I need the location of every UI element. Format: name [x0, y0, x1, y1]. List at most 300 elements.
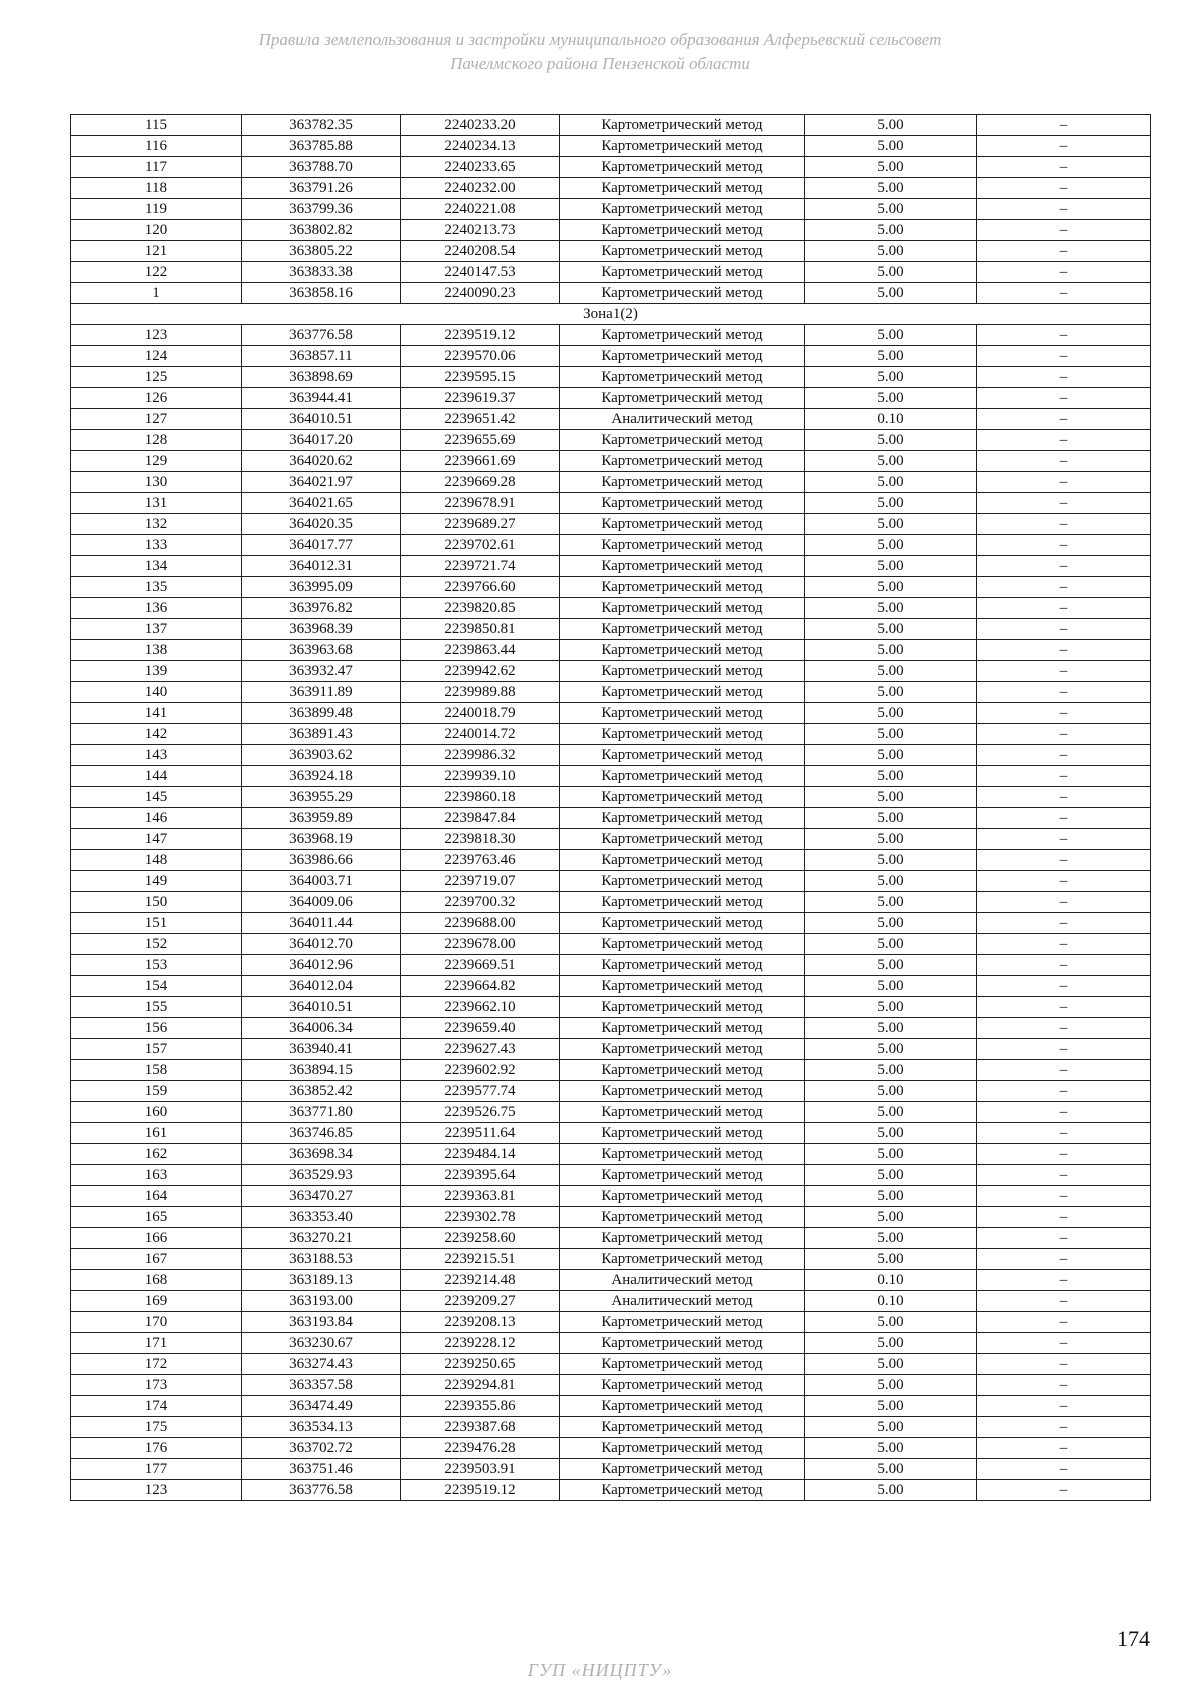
point-number-cell: 146: [71, 808, 242, 829]
method-cell: Картометрический метод: [560, 220, 805, 241]
y-coordinate-cell: 2239355.86: [401, 1396, 560, 1417]
y-coordinate-cell: 2239503.91: [401, 1459, 560, 1480]
y-coordinate-cell: 2240090.23: [401, 283, 560, 304]
y-coordinate-cell: 2239818.30: [401, 829, 560, 850]
y-coordinate-cell: 2239678.00: [401, 934, 560, 955]
note-cell: –: [977, 913, 1151, 934]
table-row: [71, 241, 1151, 262]
x-coordinate-cell: 363891.43: [242, 724, 401, 745]
precision-cell: 5.00: [805, 1354, 977, 1375]
precision-cell: 5.00: [805, 1102, 977, 1123]
point-number-cell: 130: [71, 472, 242, 493]
y-coordinate-cell: 2239989.88: [401, 682, 560, 703]
note-cell: –: [977, 934, 1151, 955]
method-cell: Картометрический метод: [560, 346, 805, 367]
table-row: [71, 1270, 1151, 1291]
precision-cell: 5.00: [805, 955, 977, 976]
point-number-cell: 147: [71, 829, 242, 850]
method-cell: Картометрический метод: [560, 850, 805, 871]
point-number-cell: 138: [71, 640, 242, 661]
point-number-cell: 153: [71, 955, 242, 976]
precision-cell: 5.00: [805, 388, 977, 409]
point-number-cell: 139: [71, 661, 242, 682]
point-number-cell: 132: [71, 514, 242, 535]
x-coordinate-cell: 364021.97: [242, 472, 401, 493]
point-number-cell: 154: [71, 976, 242, 997]
precision-cell: 5.00: [805, 1396, 977, 1417]
zone-header-row: [71, 304, 1151, 325]
coordinates-table: [70, 114, 1151, 1501]
y-coordinate-cell: 2240213.73: [401, 220, 560, 241]
table-row: [71, 262, 1151, 283]
precision-cell: 5.00: [805, 1165, 977, 1186]
y-coordinate-cell: 2239214.48: [401, 1270, 560, 1291]
note-cell: –: [977, 1270, 1151, 1291]
y-coordinate-cell: 2239863.44: [401, 640, 560, 661]
note-cell: –: [977, 829, 1151, 850]
method-cell: Картометрический метод: [560, 577, 805, 598]
note-cell: –: [977, 535, 1151, 556]
precision-cell: 0.10: [805, 1270, 977, 1291]
method-cell: Картометрический метод: [560, 325, 805, 346]
precision-cell: 5.00: [805, 1459, 977, 1480]
method-cell: Картометрический метод: [560, 1186, 805, 1207]
y-coordinate-cell: 2239619.37: [401, 388, 560, 409]
method-cell: Картометрический метод: [560, 1459, 805, 1480]
table-row: [71, 1291, 1151, 1312]
point-number-cell: 133: [71, 535, 242, 556]
method-cell: Картометрический метод: [560, 808, 805, 829]
precision-cell: 5.00: [805, 766, 977, 787]
method-cell: Картометрический метод: [560, 556, 805, 577]
header-line-2: Пачелмского района Пензенской области: [450, 54, 750, 73]
table-row: [71, 598, 1151, 619]
note-cell: –: [977, 745, 1151, 766]
precision-cell: 5.00: [805, 850, 977, 871]
table-row: [71, 640, 1151, 661]
precision-cell: 5.00: [805, 724, 977, 745]
y-coordinate-cell: 2239766.60: [401, 577, 560, 598]
y-coordinate-cell: 2239939.10: [401, 766, 560, 787]
method-cell: Картометрический метод: [560, 1396, 805, 1417]
method-cell: Картометрический метод: [560, 1417, 805, 1438]
y-coordinate-cell: 2239519.12: [401, 325, 560, 346]
x-coordinate-cell: 364006.34: [242, 1018, 401, 1039]
x-coordinate-cell: 363270.21: [242, 1228, 401, 1249]
method-cell: Картометрический метод: [560, 1312, 805, 1333]
method-cell: Картометрический метод: [560, 703, 805, 724]
note-cell: –: [977, 220, 1151, 241]
y-coordinate-cell: 2239678.91: [401, 493, 560, 514]
x-coordinate-cell: 363903.62: [242, 745, 401, 766]
point-number-cell: 162: [71, 1144, 242, 1165]
x-coordinate-cell: 364012.31: [242, 556, 401, 577]
table-row: [71, 283, 1151, 304]
note-cell: –: [977, 619, 1151, 640]
precision-cell: 5.00: [805, 892, 977, 913]
method-cell: Аналитический метод: [560, 1270, 805, 1291]
y-coordinate-cell: 2239651.42: [401, 409, 560, 430]
x-coordinate-cell: 363894.15: [242, 1060, 401, 1081]
table-row: [71, 1417, 1151, 1438]
table-row: [71, 955, 1151, 976]
point-number-cell: 168: [71, 1270, 242, 1291]
table-row: [71, 619, 1151, 640]
point-number-cell: 149: [71, 871, 242, 892]
x-coordinate-cell: 363189.13: [242, 1270, 401, 1291]
method-cell: Картометрический метод: [560, 682, 805, 703]
note-cell: –: [977, 1228, 1151, 1249]
table-row: [71, 430, 1151, 451]
x-coordinate-cell: 363534.13: [242, 1417, 401, 1438]
table-row: [71, 1228, 1151, 1249]
y-coordinate-cell: 2239570.06: [401, 346, 560, 367]
x-coordinate-cell: 363924.18: [242, 766, 401, 787]
y-coordinate-cell: 2239387.68: [401, 1417, 560, 1438]
precision-cell: 5.00: [805, 262, 977, 283]
x-coordinate-cell: 363776.58: [242, 325, 401, 346]
method-cell: Картометрический метод: [560, 787, 805, 808]
y-coordinate-cell: 2240234.13: [401, 136, 560, 157]
table-row: [71, 1312, 1151, 1333]
point-number-cell: 145: [71, 787, 242, 808]
precision-cell: 5.00: [805, 682, 977, 703]
point-number-cell: 158: [71, 1060, 242, 1081]
y-coordinate-cell: 2239659.40: [401, 1018, 560, 1039]
x-coordinate-cell: 363274.43: [242, 1354, 401, 1375]
method-cell: Картометрический метод: [560, 871, 805, 892]
precision-cell: 5.00: [805, 1018, 977, 1039]
x-coordinate-cell: 363782.35: [242, 115, 401, 136]
point-number-cell: 1: [71, 283, 242, 304]
table-row: [71, 115, 1151, 136]
table-row: [71, 220, 1151, 241]
point-number-cell: 164: [71, 1186, 242, 1207]
table-row: [71, 976, 1151, 997]
y-coordinate-cell: 2239860.18: [401, 787, 560, 808]
note-cell: –: [977, 136, 1151, 157]
method-cell: Картометрический метод: [560, 1228, 805, 1249]
note-cell: –: [977, 976, 1151, 997]
method-cell: Картометрический метод: [560, 913, 805, 934]
table-row: [71, 1123, 1151, 1144]
note-cell: –: [977, 472, 1151, 493]
table-row: [71, 136, 1151, 157]
y-coordinate-cell: 2240221.08: [401, 199, 560, 220]
point-number-cell: 172: [71, 1354, 242, 1375]
note-cell: –: [977, 1165, 1151, 1186]
note-cell: –: [977, 199, 1151, 220]
precision-cell: 5.00: [805, 619, 977, 640]
method-cell: Картометрический метод: [560, 829, 805, 850]
precision-cell: 5.00: [805, 913, 977, 934]
y-coordinate-cell: 2239484.14: [401, 1144, 560, 1165]
precision-cell: 5.00: [805, 178, 977, 199]
point-number-cell: 116: [71, 136, 242, 157]
table-row: [71, 745, 1151, 766]
note-cell: –: [977, 1144, 1151, 1165]
note-cell: –: [977, 1375, 1151, 1396]
table-row: [71, 829, 1151, 850]
y-coordinate-cell: 2239655.69: [401, 430, 560, 451]
method-cell: Картометрический метод: [560, 178, 805, 199]
note-cell: –: [977, 997, 1151, 1018]
table-row: [71, 178, 1151, 199]
table-row: [71, 1165, 1151, 1186]
note-cell: –: [977, 157, 1151, 178]
method-cell: Картометрический метод: [560, 430, 805, 451]
table-row: [71, 1438, 1151, 1459]
table-row: [71, 787, 1151, 808]
note-cell: –: [977, 388, 1151, 409]
precision-cell: 5.00: [805, 199, 977, 220]
table-row: [71, 535, 1151, 556]
note-cell: –: [977, 493, 1151, 514]
table-row: [71, 409, 1151, 430]
point-number-cell: 143: [71, 745, 242, 766]
method-cell: Картометрический метод: [560, 955, 805, 976]
precision-cell: 5.00: [805, 493, 977, 514]
y-coordinate-cell: 2239763.46: [401, 850, 560, 871]
note-cell: –: [977, 1354, 1151, 1375]
point-number-cell: 155: [71, 997, 242, 1018]
x-coordinate-cell: 364012.04: [242, 976, 401, 997]
point-number-cell: 175: [71, 1417, 242, 1438]
precision-cell: 5.00: [805, 1438, 977, 1459]
precision-cell: 5.00: [805, 808, 977, 829]
method-cell: Картометрический метод: [560, 1165, 805, 1186]
table-row: [71, 325, 1151, 346]
table-row: [71, 997, 1151, 1018]
point-number-cell: 152: [71, 934, 242, 955]
method-cell: Картометрический метод: [560, 619, 805, 640]
table-row: [71, 1333, 1151, 1354]
method-cell: Картометрический метод: [560, 934, 805, 955]
y-coordinate-cell: 2239986.32: [401, 745, 560, 766]
table-row: [71, 682, 1151, 703]
precision-cell: 5.00: [805, 787, 977, 808]
y-coordinate-cell: 2239847.84: [401, 808, 560, 829]
point-number-cell: 151: [71, 913, 242, 934]
method-cell: Аналитический метод: [560, 409, 805, 430]
note-cell: –: [977, 724, 1151, 745]
y-coordinate-cell: 2240018.79: [401, 703, 560, 724]
y-coordinate-cell: 2239363.81: [401, 1186, 560, 1207]
note-cell: –: [977, 871, 1151, 892]
y-coordinate-cell: 2239511.64: [401, 1123, 560, 1144]
method-cell: Картометрический метод: [560, 1333, 805, 1354]
precision-cell: 5.00: [805, 829, 977, 850]
note-cell: –: [977, 178, 1151, 199]
note-cell: –: [977, 262, 1151, 283]
point-number-cell: 131: [71, 493, 242, 514]
y-coordinate-cell: 2239215.51: [401, 1249, 560, 1270]
precision-cell: 5.00: [805, 577, 977, 598]
precision-cell: 5.00: [805, 241, 977, 262]
table-row: [71, 346, 1151, 367]
coordinates-table-body: [71, 115, 1151, 1501]
point-number-cell: 176: [71, 1438, 242, 1459]
precision-cell: 5.00: [805, 871, 977, 892]
x-coordinate-cell: 364011.44: [242, 913, 401, 934]
table-row: [71, 577, 1151, 598]
note-cell: –: [977, 1459, 1151, 1480]
method-cell: Картометрический метод: [560, 157, 805, 178]
y-coordinate-cell: 2239700.32: [401, 892, 560, 913]
method-cell: Картометрический метод: [560, 1480, 805, 1501]
x-coordinate-cell: 364021.65: [242, 493, 401, 514]
note-cell: –: [977, 1291, 1151, 1312]
y-coordinate-cell: 2239294.81: [401, 1375, 560, 1396]
y-coordinate-cell: 2240233.65: [401, 157, 560, 178]
point-number-cell: 144: [71, 766, 242, 787]
note-cell: –: [977, 115, 1151, 136]
x-coordinate-cell: 364009.06: [242, 892, 401, 913]
precision-cell: 0.10: [805, 1291, 977, 1312]
precision-cell: 5.00: [805, 325, 977, 346]
precision-cell: 5.00: [805, 1480, 977, 1501]
point-number-cell: 123: [71, 325, 242, 346]
y-coordinate-cell: 2239688.00: [401, 913, 560, 934]
point-number-cell: 121: [71, 241, 242, 262]
table-row: [71, 388, 1151, 409]
y-coordinate-cell: 2239661.69: [401, 451, 560, 472]
precision-cell: 5.00: [805, 1060, 977, 1081]
x-coordinate-cell: 364012.70: [242, 934, 401, 955]
x-coordinate-cell: 363474.49: [242, 1396, 401, 1417]
x-coordinate-cell: 363193.00: [242, 1291, 401, 1312]
method-cell: Картометрический метод: [560, 388, 805, 409]
table-row: [71, 1102, 1151, 1123]
note-cell: –: [977, 598, 1151, 619]
x-coordinate-cell: 363771.80: [242, 1102, 401, 1123]
note-cell: –: [977, 1396, 1151, 1417]
point-number-cell: 120: [71, 220, 242, 241]
y-coordinate-cell: 2239577.74: [401, 1081, 560, 1102]
note-cell: –: [977, 1312, 1151, 1333]
x-coordinate-cell: 364017.77: [242, 535, 401, 556]
table-row: [71, 514, 1151, 535]
method-cell: Картометрический метод: [560, 367, 805, 388]
x-coordinate-cell: 364017.20: [242, 430, 401, 451]
y-coordinate-cell: 2240233.20: [401, 115, 560, 136]
method-cell: Картометрический метод: [560, 472, 805, 493]
method-cell: Картометрический метод: [560, 766, 805, 787]
table-row: [71, 472, 1151, 493]
point-number-cell: 123: [71, 1480, 242, 1501]
precision-cell: 5.00: [805, 976, 977, 997]
point-number-cell: 117: [71, 157, 242, 178]
note-cell: –: [977, 1060, 1151, 1081]
note-cell: –: [977, 1417, 1151, 1438]
table-row: [71, 766, 1151, 787]
table-row: [71, 703, 1151, 724]
table-row: [71, 199, 1151, 220]
x-coordinate-cell: 363746.85: [242, 1123, 401, 1144]
note-cell: –: [977, 1480, 1151, 1501]
precision-cell: 5.00: [805, 346, 977, 367]
method-cell: Картометрический метод: [560, 115, 805, 136]
method-cell: Картометрический метод: [560, 976, 805, 997]
point-number-cell: 167: [71, 1249, 242, 1270]
x-coordinate-cell: 363911.89: [242, 682, 401, 703]
note-cell: –: [977, 1333, 1151, 1354]
table-row: [71, 493, 1151, 514]
x-coordinate-cell: 364020.62: [242, 451, 401, 472]
note-cell: –: [977, 556, 1151, 577]
note-cell: –: [977, 1123, 1151, 1144]
method-cell: Картометрический метод: [560, 1144, 805, 1165]
x-coordinate-cell: 363932.47: [242, 661, 401, 682]
note-cell: –: [977, 1039, 1151, 1060]
method-cell: Картометрический метод: [560, 1060, 805, 1081]
x-coordinate-cell: 363857.11: [242, 346, 401, 367]
point-number-cell: 134: [71, 556, 242, 577]
method-cell: Картометрический метод: [560, 241, 805, 262]
method-cell: Картометрический метод: [560, 997, 805, 1018]
note-cell: –: [977, 241, 1151, 262]
note-cell: –: [977, 367, 1151, 388]
point-number-cell: 166: [71, 1228, 242, 1249]
x-coordinate-cell: 363995.09: [242, 577, 401, 598]
y-coordinate-cell: 2240208.54: [401, 241, 560, 262]
table-row: [71, 1186, 1151, 1207]
x-coordinate-cell: 363470.27: [242, 1186, 401, 1207]
note-cell: –: [977, 703, 1151, 724]
point-number-cell: 170: [71, 1312, 242, 1333]
y-coordinate-cell: 2239228.12: [401, 1333, 560, 1354]
table-row: [71, 661, 1151, 682]
zone-label: Зона1(2): [71, 304, 1151, 325]
note-cell: –: [977, 766, 1151, 787]
point-number-cell: 137: [71, 619, 242, 640]
note-cell: –: [977, 325, 1151, 346]
point-number-cell: 173: [71, 1375, 242, 1396]
x-coordinate-cell: 363529.93: [242, 1165, 401, 1186]
note-cell: –: [977, 787, 1151, 808]
method-cell: Картометрический метод: [560, 514, 805, 535]
precision-cell: 5.00: [805, 661, 977, 682]
y-coordinate-cell: 2239476.28: [401, 1438, 560, 1459]
method-cell: Картометрический метод: [560, 535, 805, 556]
precision-cell: 5.00: [805, 535, 977, 556]
method-cell: Картометрический метод: [560, 661, 805, 682]
y-coordinate-cell: 2239664.82: [401, 976, 560, 997]
precision-cell: 5.00: [805, 1144, 977, 1165]
page-header: [0, 28, 1200, 76]
y-coordinate-cell: 2239302.78: [401, 1207, 560, 1228]
x-coordinate-cell: 363785.88: [242, 136, 401, 157]
point-number-cell: 118: [71, 178, 242, 199]
x-coordinate-cell: 363802.82: [242, 220, 401, 241]
y-coordinate-cell: 2239526.75: [401, 1102, 560, 1123]
precision-cell: 5.00: [805, 1186, 977, 1207]
point-number-cell: 163: [71, 1165, 242, 1186]
point-number-cell: 124: [71, 346, 242, 367]
point-number-cell: 161: [71, 1123, 242, 1144]
method-cell: Картометрический метод: [560, 1207, 805, 1228]
x-coordinate-cell: 363791.26: [242, 178, 401, 199]
table-row: [71, 871, 1151, 892]
note-cell: –: [977, 1081, 1151, 1102]
precision-cell: 5.00: [805, 1207, 977, 1228]
precision-cell: 5.00: [805, 1081, 977, 1102]
method-cell: Картометрический метод: [560, 1039, 805, 1060]
y-coordinate-cell: 2239689.27: [401, 514, 560, 535]
x-coordinate-cell: 363899.48: [242, 703, 401, 724]
precision-cell: 5.00: [805, 157, 977, 178]
x-coordinate-cell: 363955.29: [242, 787, 401, 808]
